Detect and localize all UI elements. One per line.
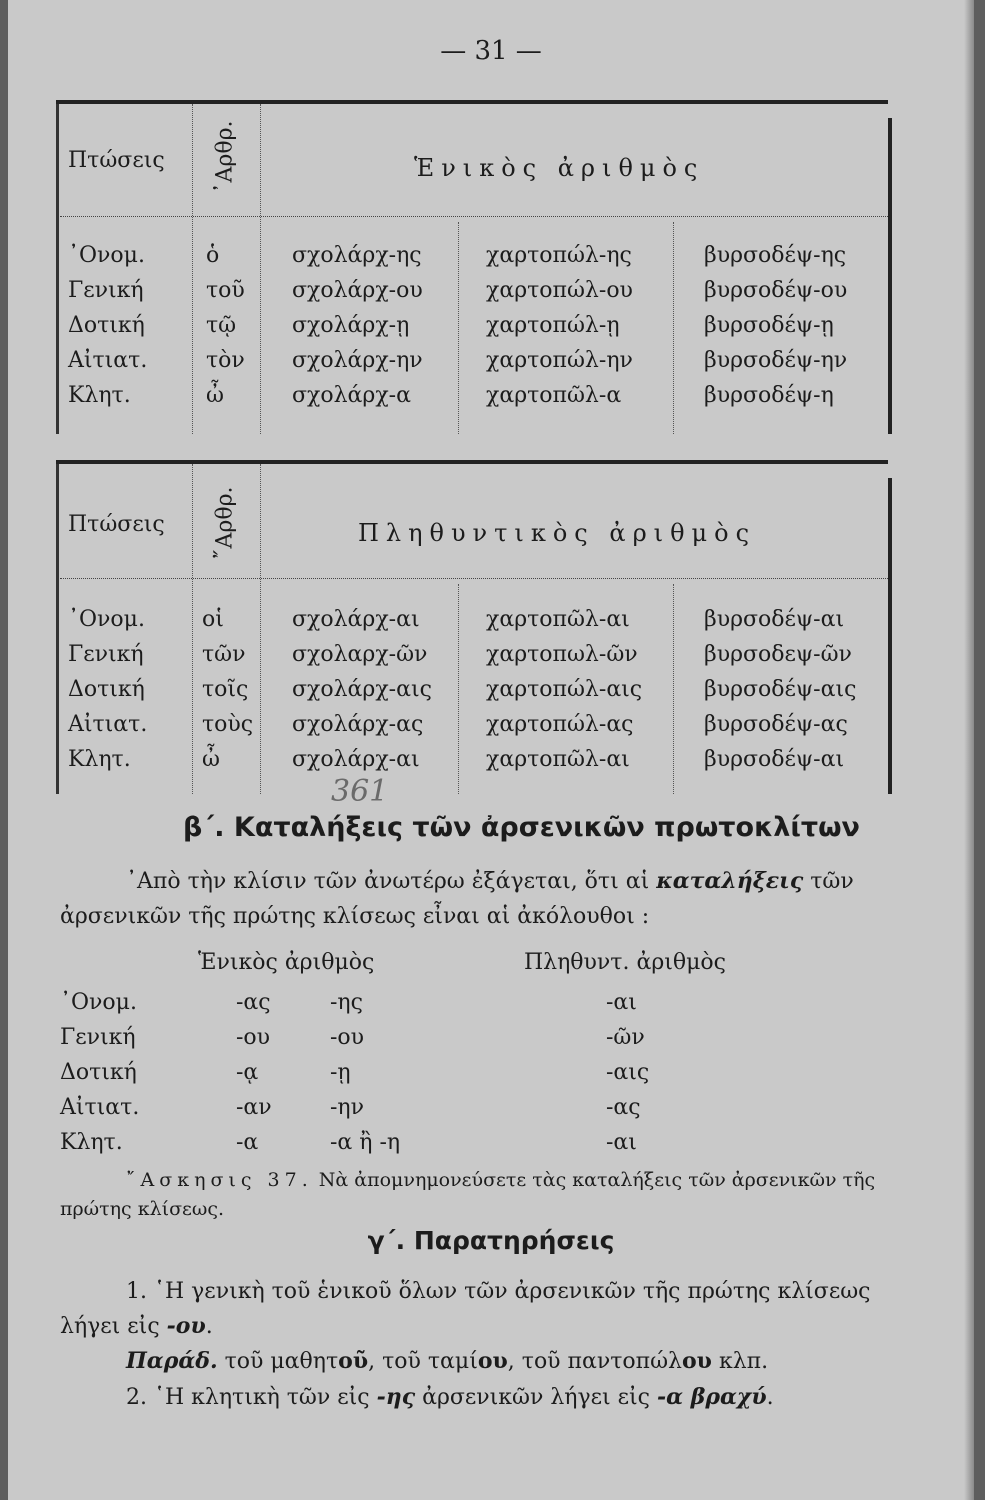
endings-plural-label: Πληθυντ. ἀριθμὸς <box>524 950 726 975</box>
ending-sing-a: -ας <box>236 990 271 1015</box>
article-form: ὦ <box>206 383 224 408</box>
noun-form: σχολάρχ-αις <box>292 677 432 702</box>
section-b-intro <box>60 864 910 934</box>
endings-case: Γενική <box>60 1025 136 1050</box>
article-form: τοῖς <box>202 677 249 702</box>
ending-plural: -ῶν <box>606 1025 645 1050</box>
noun-form: σχολάρχ-ῃ <box>292 313 410 338</box>
noun-form: σχολαρχ-ῶν <box>292 642 428 667</box>
exercise-text: Νὰ ἀπομνημονεύσετε τὰς καταλήξεις τῶν ἀρσενικῶν τῆς πρώτης κλίσεως. <box>60 1169 876 1220</box>
ending-plural: -ας <box>606 1095 641 1120</box>
intro-text: τῶν ἀρσενικῶν τῆς πρώτης κλίσεως εἶναι αἱ ἀκόλουθοι : <box>60 869 854 929</box>
obs-bold: -α βραχύ <box>657 1384 767 1410</box>
ending-sing-a: -αν <box>236 1095 272 1120</box>
noun-form: χαρτοπώλ-αις <box>486 677 643 702</box>
article-form: τοῦ <box>206 278 245 303</box>
noun-form: σχολάρχ-ας <box>292 712 424 737</box>
noun-form: σχολάρχ-α <box>292 383 411 408</box>
endings-case: ᾿Ονομ. <box>60 990 137 1015</box>
noun-form: χαρτοπώλ-ου <box>486 278 633 303</box>
obs-text: . <box>766 1385 774 1410</box>
noun-column-byrsodepses <box>704 602 856 777</box>
noun-form: χαρτοπωλ-ῶν <box>486 642 638 667</box>
column-divider <box>673 584 674 794</box>
noun-form: σχολάρχ-ην <box>292 348 423 373</box>
noun-form: βυρσοδέψ-ῃ <box>704 313 834 338</box>
endings-case: Κλητ. <box>60 1130 123 1155</box>
table-left-border <box>56 464 59 794</box>
noun-form: βυρσοδέψ-ης <box>704 243 847 268</box>
cases-column <box>68 238 147 413</box>
exercise-37 <box>60 1166 910 1224</box>
ending-plural: -αι <box>606 990 637 1015</box>
exercise-label: ῎Ασκησις 37. <box>126 1169 313 1191</box>
ending-sing-b: -ης <box>330 990 363 1015</box>
noun-column-scholarches <box>292 238 423 413</box>
example-label: Παράδ. <box>126 1348 218 1374</box>
article-form: ὁ <box>206 243 220 268</box>
header-cases: Πτώσεις <box>68 148 165 173</box>
column-divider <box>458 222 459 434</box>
noun-form: βυρσοδέψ-αι <box>704 607 845 632</box>
ending-sing-b: -ου <box>330 1025 365 1050</box>
article-column <box>202 602 253 777</box>
noun-form: βυρσοδέψ-αι <box>704 747 845 772</box>
page-edge-shadow <box>964 0 974 1500</box>
header-article: ῎Αρθρ. <box>212 486 238 560</box>
article-column <box>206 238 245 413</box>
example-ending: ου <box>477 1348 508 1374</box>
book-page <box>8 0 974 1500</box>
ending-sing-b: -α ἢ -η <box>330 1130 401 1155</box>
article-form: τὸν <box>206 348 245 373</box>
table-left-border <box>56 104 59 434</box>
page-number: — 31 — <box>440 36 542 66</box>
singular-declension-table <box>56 100 888 434</box>
obs-bold: -ου <box>166 1313 206 1339</box>
header-divider <box>60 216 888 217</box>
noun-form: βυρσοδέψ-ας <box>704 712 848 737</box>
intro-bold-term: καταλήξεις <box>656 868 804 894</box>
article-form: οἱ <box>202 607 224 632</box>
observation-1 <box>60 1274 910 1344</box>
ending-sing-b: -ην <box>330 1095 364 1120</box>
example-text: τοῦ μαθητ <box>217 1349 339 1374</box>
case-label: Γενική <box>68 278 144 303</box>
noun-form: σχολάρχ-αι <box>292 607 420 632</box>
noun-form: βυρσοδέψ-ου <box>704 278 848 303</box>
example-line <box>60 1344 910 1379</box>
endings-case: Δοτική <box>60 1060 137 1085</box>
case-label: ᾿Ονομ. <box>68 243 145 268</box>
ending-plural: -αι <box>606 1130 637 1155</box>
case-label: Κλητ. <box>68 383 131 408</box>
table-right-border <box>888 118 892 434</box>
case-label: Κλητ. <box>68 747 131 772</box>
obs-text: 1. ῾Η γενικὴ τοῦ ἑνικοῦ ὅλων τῶν ἀρσενικῶν τῆς πρώτης κλίσεως λήγει εἰς <box>60 1279 871 1339</box>
article-form: ὦ <box>202 747 220 772</box>
noun-column-byrsodepses <box>704 238 847 413</box>
noun-form: σχολάρχ-ης <box>292 243 422 268</box>
ending-plural: -αις <box>606 1060 650 1085</box>
noun-column-chartopoles <box>486 238 633 413</box>
case-label: Αἰτιατ. <box>68 348 148 373</box>
ending-sing-a: -ου <box>236 1025 271 1050</box>
header-article: ᾿Αρθρ. <box>212 120 238 194</box>
noun-form: βυρσοδέψ-η <box>704 383 834 408</box>
example-text: , τοῦ ταμί <box>368 1349 478 1374</box>
noun-form: χαρτοπῶλ-α <box>486 383 622 408</box>
header-cases: Πτώσεις <box>68 512 165 537</box>
example-text: κλπ. <box>711 1349 769 1374</box>
observation-2 <box>60 1380 910 1415</box>
intro-text: ᾿Απὸ τὴν κλίσιν τῶν ἀνωτέρω ἐξάγεται, ὅτι αἱ <box>126 869 657 894</box>
ending-sing-b: -ῃ <box>330 1060 351 1085</box>
noun-column-scholarches <box>292 602 432 777</box>
noun-form: βυρσοδέψ-αις <box>704 677 857 702</box>
noun-form: βυρσοδέψ-ην <box>704 348 848 373</box>
header-title: Πληθυντικὸς ἀριθμὸς <box>358 519 757 547</box>
noun-column-chartopoles <box>486 602 642 777</box>
case-label: Δοτική <box>68 677 145 702</box>
section-b-title: β΄. Καταλήξεις τῶν ἀρσενικῶν πρωτοκλίτων <box>183 812 860 843</box>
noun-form: χαρτοπώλ-ῃ <box>486 313 620 338</box>
example-ending: οῦ <box>338 1348 369 1374</box>
handwritten-note: 361 <box>331 774 389 809</box>
column-divider <box>260 464 261 794</box>
example-text: , τοῦ παντοπώλ <box>507 1349 682 1374</box>
endings-singular-label: Ἑνικὸς ἀριθμὸς <box>198 950 375 975</box>
plural-declension-table <box>56 460 888 794</box>
obs-text: ἀρσενικῶν λήγει εἰς <box>415 1385 657 1410</box>
noun-form: σχολάρχ-αι <box>292 747 420 772</box>
header-divider <box>60 578 888 579</box>
noun-form: βυρσοδεψ-ῶν <box>704 642 852 667</box>
article-form: τοὺς <box>202 712 254 737</box>
article-form: τῷ <box>206 313 237 338</box>
column-divider <box>260 104 261 434</box>
ending-sing-a: -α <box>236 1130 259 1155</box>
obs-text: . <box>205 1314 213 1339</box>
case-label: Γενική <box>68 642 144 667</box>
noun-form: χαρτοπῶλ-αι <box>486 747 630 772</box>
column-divider <box>458 584 459 794</box>
table-right-border <box>888 478 892 794</box>
column-divider <box>192 464 193 794</box>
endings-case: Αἰτιατ. <box>60 1095 140 1120</box>
obs-bold: -ης <box>376 1384 416 1410</box>
noun-form: χαρτοπώλ-ας <box>486 712 634 737</box>
cases-column <box>68 602 147 777</box>
column-divider <box>192 104 193 434</box>
noun-form: χαρτοπώλ-ην <box>486 348 633 373</box>
noun-form: χαρτοπώλ-ης <box>486 243 632 268</box>
section-c-title: γ΄. Παρατηρήσεις <box>367 1226 615 1255</box>
ending-sing-a: -ᾳ <box>236 1060 259 1085</box>
case-label: ᾿Ονομ. <box>68 607 145 632</box>
header-title: Ἑνικὸς ἀριθμὸς <box>414 154 705 182</box>
obs-text: 2. ῾Η κλητικὴ τῶν εἰς <box>126 1385 377 1410</box>
example-ending: ου <box>682 1348 712 1374</box>
noun-form: σχολάρχ-ου <box>292 278 423 303</box>
case-label: Αἰτιατ. <box>68 712 148 737</box>
noun-form: χαρτοπῶλ-αι <box>486 607 630 632</box>
case-label: Δοτική <box>68 313 145 338</box>
article-form: τῶν <box>202 642 246 667</box>
column-divider <box>673 222 674 434</box>
